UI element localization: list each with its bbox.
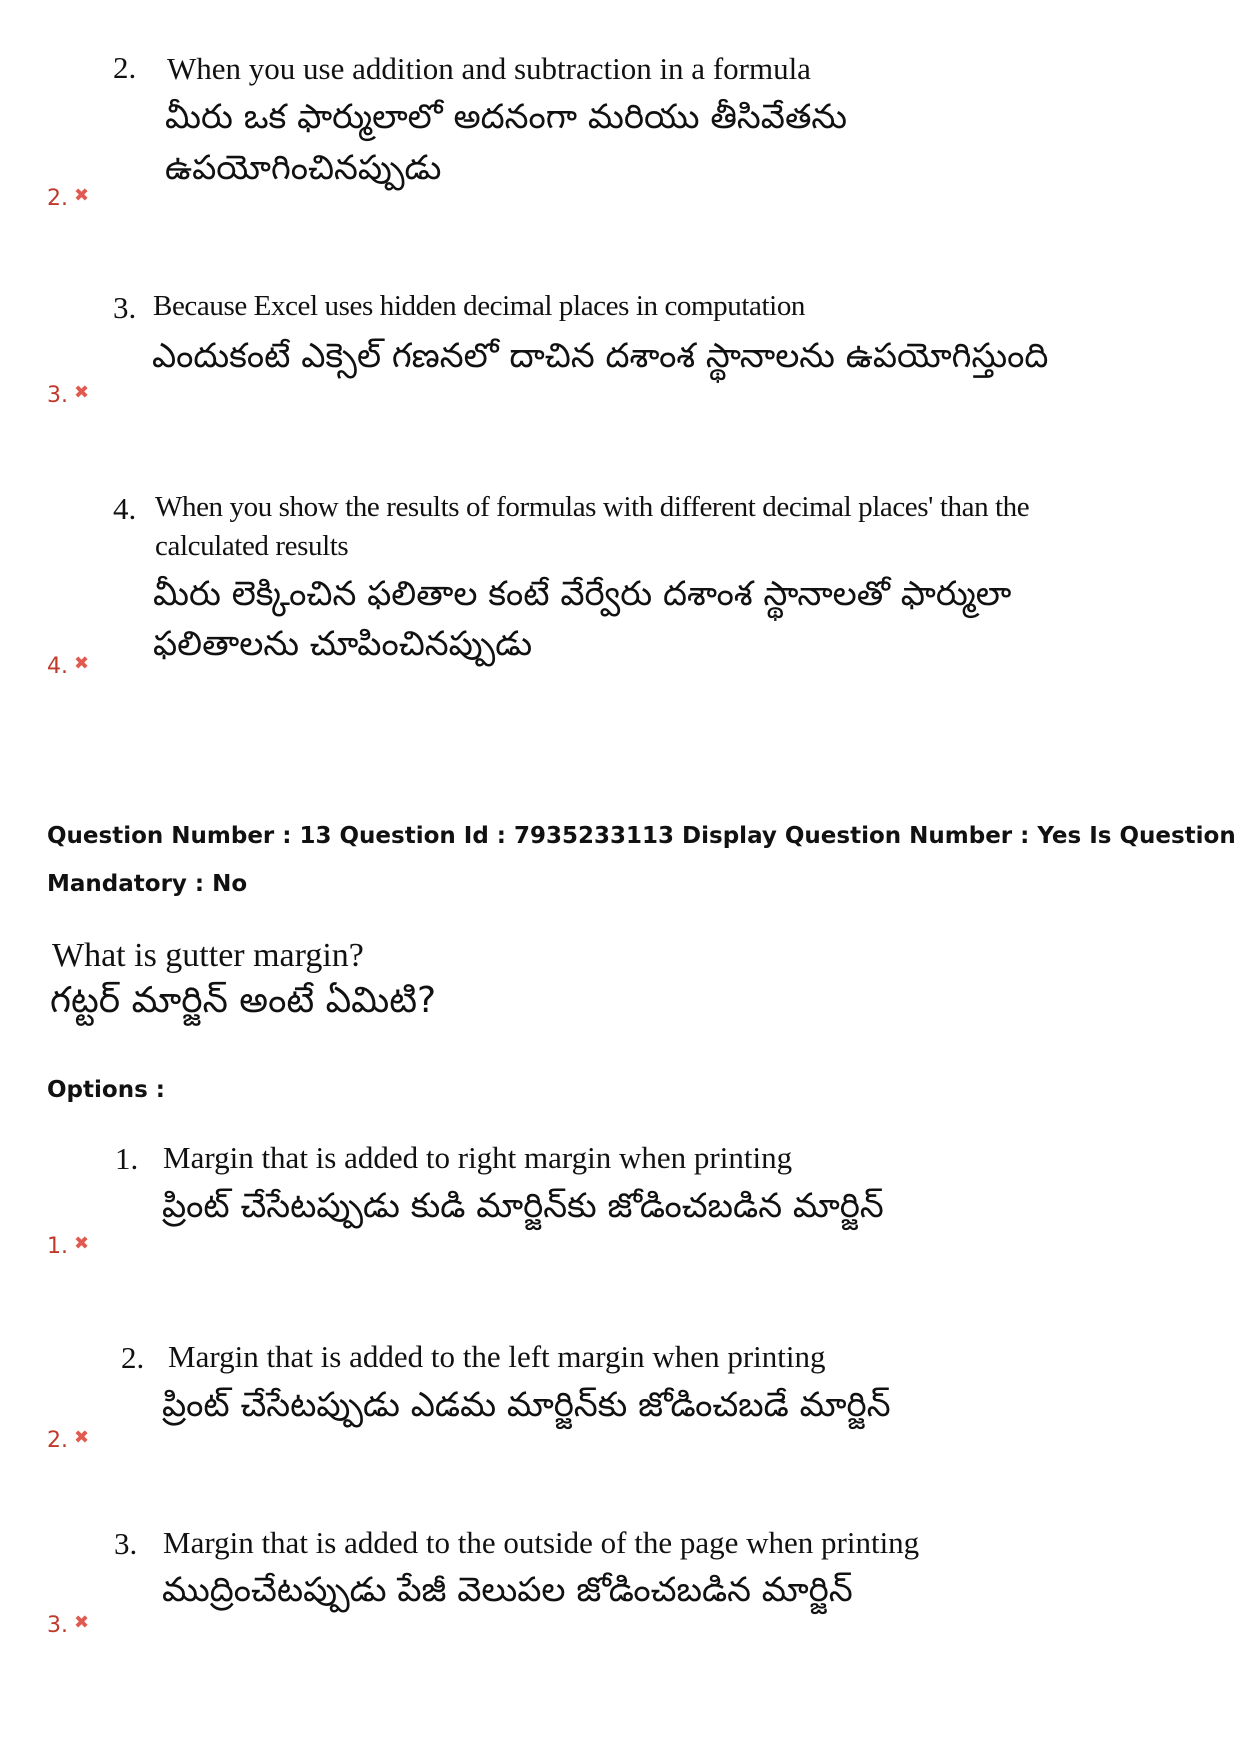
option-text-telugu-line-1: మీరు లెక్కించిన ఫలితాల కంటే వేర్వేరు దశాంశ స్థానాలతో ఫార్ములా (153, 574, 1012, 614)
prev-option-4[interactable] (0, 480, 1240, 680)
option-text-english: Margin that is added to right margin when printing (163, 1140, 793, 1175)
option-text-telugu: ప్రింట్ చేసేటప్పుడు కుడి మార్జిన్‌కు జోడించబడిన మార్జిన్ (162, 1186, 884, 1226)
option-marker (47, 1612, 90, 1638)
option-marker (47, 653, 90, 679)
option-marker (47, 1233, 90, 1259)
cross-icon: ✖ (74, 1612, 90, 1633)
option-text-telugu: ప్రింట్ చేసేటప్పుడు ఎడమ మార్జిన్‌కు జోడించబడే మార్జిన్ (162, 1385, 891, 1425)
option-text-telugu-line-1: మీరు ఒక ఫార్ములాలో అదనంగా మరియు తీసివేతను (165, 97, 848, 137)
prev-option-3[interactable] (0, 280, 1240, 410)
option-number: 4. (113, 491, 137, 526)
question-meta-line-2: Mandatory : No (47, 871, 248, 897)
option-text-english-line-2: calculated results (155, 530, 349, 562)
option-marker-label: 2. (47, 1428, 68, 1453)
question-text-telugu: గట్టర్ మార్జిన్ అంటే ఏమిటి? (50, 980, 437, 1021)
option-1[interactable] (0, 1130, 1240, 1270)
prev-option-2[interactable] (0, 0, 1240, 215)
option-text-english: Because Excel uses hidden decimal places in computation (153, 290, 806, 322)
option-marker-label: 2. (47, 186, 68, 211)
cross-icon: ✖ (74, 1233, 90, 1254)
option-text-telugu-line-2: ఉపయోగించినప్పుడు (165, 148, 442, 188)
option-number: 1. (115, 1141, 139, 1176)
option-marker-label: 1. (47, 1234, 68, 1259)
cross-icon: ✖ (74, 185, 90, 206)
option-number: 3. (113, 290, 137, 325)
option-3[interactable] (0, 1515, 1240, 1650)
option-marker-label: 3. (47, 383, 68, 408)
option-text-telugu-line-1: ఎందుకంటే ఎక్సెల్ గణనలో దాచిన దశాంశ స్థానాలను ఉపయోగిస్తుంది (152, 336, 1049, 376)
question-meta-line-1: Question Number : 13 Question Id : 7935233113 Display Question Number : Yes Is Question (47, 823, 1236, 849)
cross-icon: ✖ (74, 1427, 90, 1448)
option-text-english: Margin that is added to the outside of the page when printing (163, 1525, 920, 1560)
option-text-english-line-1: When you show the results of formulas with different decimal places' than the (155, 491, 1030, 523)
option-marker-label: 4. (47, 654, 68, 679)
option-text-english: Margin that is added to the left margin when printing (168, 1339, 826, 1374)
question-text-english: What is gutter margin? (52, 937, 364, 974)
cross-icon: ✖ (74, 653, 90, 674)
option-number: 3. (114, 1526, 138, 1561)
option-number: 2. (113, 50, 137, 85)
option-text-english: When you use addition and subtraction in a formula (167, 51, 811, 86)
option-2[interactable] (0, 1330, 1240, 1465)
options-label: Options : (47, 1077, 165, 1103)
option-text-telugu-line-2: ఫలితాలను చూపించినప్పుడు (153, 624, 533, 664)
option-marker (47, 382, 90, 408)
option-marker (47, 1427, 90, 1453)
option-number: 2. (121, 1340, 145, 1375)
cross-icon: ✖ (74, 382, 90, 403)
option-marker-label: 3. (47, 1613, 68, 1638)
option-text-telugu: ముద్రించేటప్పుడు పేజీ వెలుపల జోడించబడిన మార్జిన్ (162, 1570, 853, 1610)
option-marker (47, 185, 90, 211)
